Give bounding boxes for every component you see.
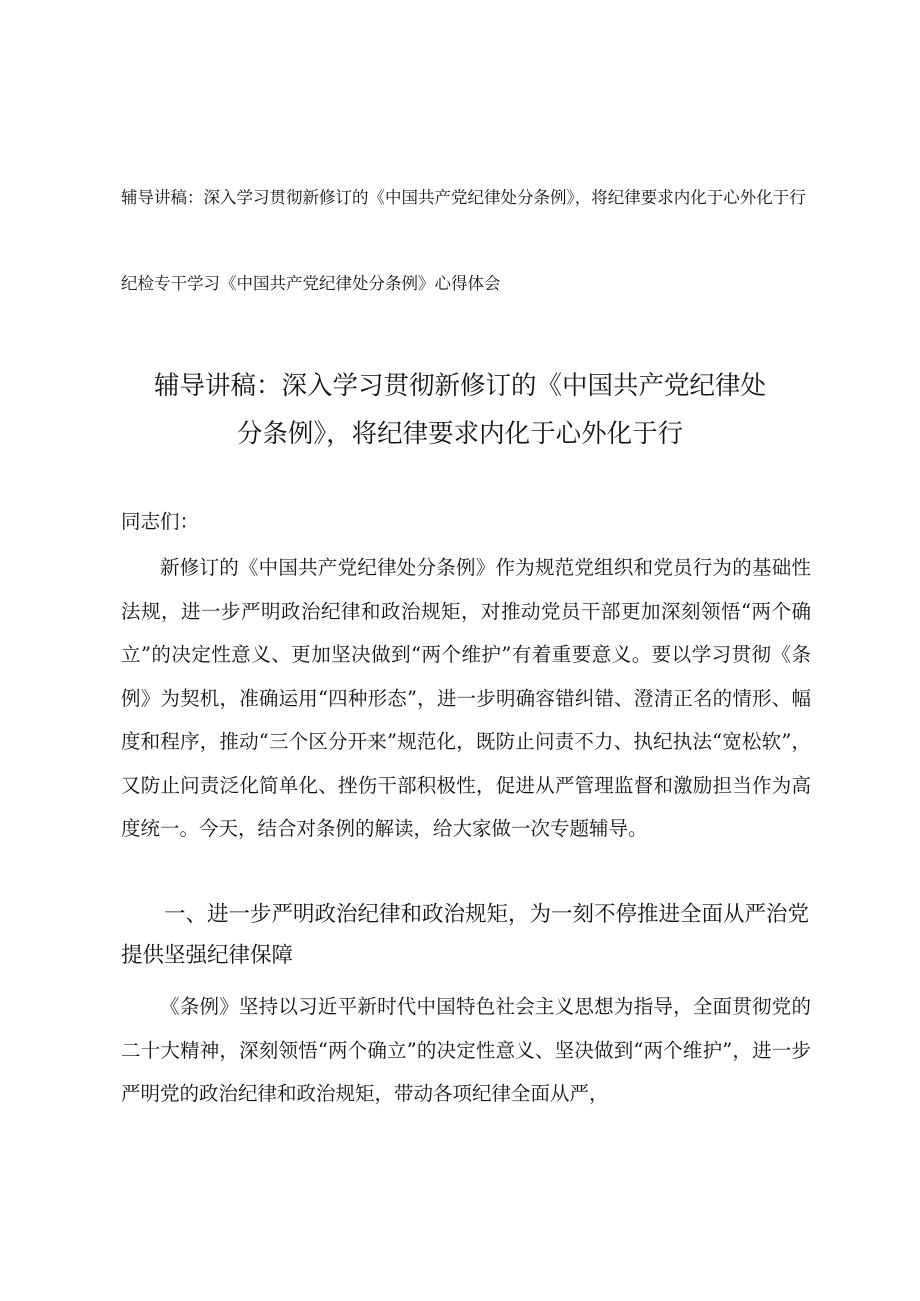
document-title xyxy=(120,362,800,458)
section-heading-1: 一、进一步严明政治纪律和政治规矩，为一刻不停推进全面从严治党提供坚强纪律保障 xyxy=(121,902,810,968)
document-title-line-2: 分条例》，将纪律要求内化于心外化于行 xyxy=(236,419,684,449)
document-title-line-1: 辅导讲稿：深入学习贯彻新修订的《中国共产党纪律处 xyxy=(153,371,766,401)
toc-entry-2[interactable]: 纪检专干学习《中国共产党纪律处分条例》心得体会 xyxy=(121,274,501,293)
toc-entry-1[interactable]: 辅导讲稿：深入学习贯彻新修订的《中国共产党纪律处分条例》，将纪律要求内化于心外化于行 xyxy=(121,188,806,207)
body-paragraph-1: 新修订的《中国共产党纪律处分条例》作为规范党组织和党员行为的基础性法规，进一步严明政治纪律和政治规矩，对推动党员干部更加深刻领悟“两个确立”的决定性意义、更加坚决做到“两个维护”有着重要意义。要以学习贯彻《条例》为契机，准确运用“四种形态”，进一步明确容错纠错、澄清正名的情形、幅度和程序，推动“三个区分开来”规范化，既防止问责不力、执纪执法“宽松软”，又防止问责泛化简单化、挫伤干部积极性，促进从严管理监督和激励担当作为高度统一。今天，结合对条例的解读，给大家做一次专题辅导。 xyxy=(121,556,811,840)
salutation: 同志们： xyxy=(121,510,200,533)
body-paragraph-2: 《条例》坚持以习近平新时代中国特色社会主义思想为指导，全面贯彻党的二十大精神，深刻领悟“两个确立”的决定性意义、坚决做到“两个维护”，进一步严明党的政治纪律和政治规矩，带动各项纪律全面从严， xyxy=(121,995,811,1105)
